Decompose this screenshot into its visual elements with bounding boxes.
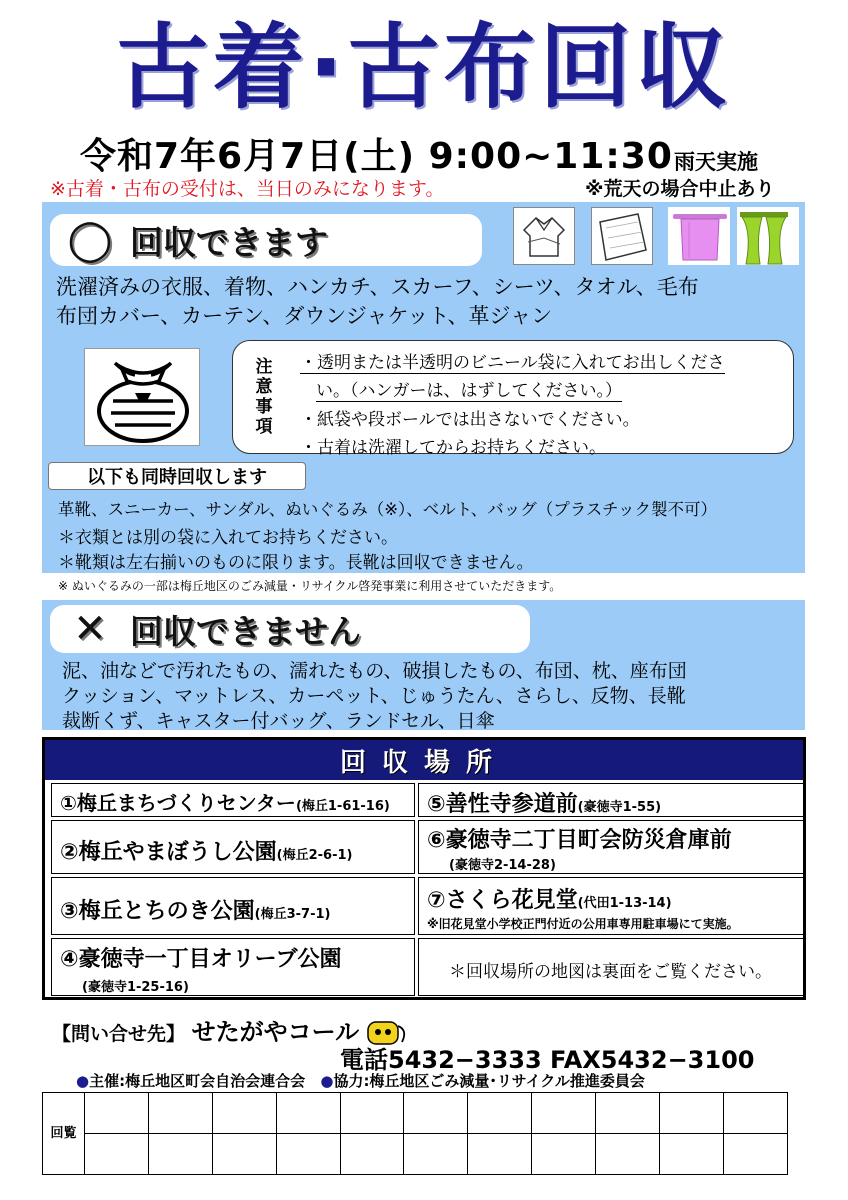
rain-note: 雨天実施 [674, 150, 758, 174]
accepted-heading-text: 回収できます [130, 222, 328, 262]
setagaya-call-brand: せたがやコール [191, 1018, 360, 1046]
accepted-items-2: 布団カバー、カーテン、ダウンジャケット、革ジャン [56, 304, 553, 328]
location-5: ⑤善性寺参道前(豪徳寺1-55) [418, 783, 804, 817]
stamp-cell[interactable] [596, 1134, 660, 1175]
storm-note: ※荒天の場合中止あり [585, 178, 775, 200]
also-note-2: ＊靴類は左右揃いのものに限ります。長靴は回収できません。 [58, 553, 534, 573]
stamp-cell[interactable] [660, 1134, 724, 1175]
location-2: ②梅丘やまぼうし公園(梅丘2-6-1) [51, 820, 415, 874]
location-4: ④豪徳寺一丁目オリーブ公園 (豪徳寺1-25-16) [51, 938, 415, 996]
same-day-notice: ※古着・古布の受付は、当日のみになります。 [50, 174, 444, 204]
caution-item-3: ・古着は洗濯してからお持ちください。 [300, 438, 606, 458]
stamp-cell[interactable] [148, 1093, 212, 1134]
stamp-cell[interactable] [724, 1093, 788, 1134]
stamp-cell[interactable] [212, 1134, 276, 1175]
stamp-cell[interactable] [596, 1093, 660, 1134]
location-1: ①梅丘まちづくりセンター(梅丘1-61-16) [51, 783, 415, 817]
stuffed-toy-footnote: ※ ぬいぐるみの一部は梅丘地区のごみ減量・リサイクル啓発事業に利用させていただきます。 [58, 579, 562, 593]
stamp-cell[interactable] [148, 1134, 212, 1175]
also-collected-items: 革靴、スニーカー、サンダル、ぬいぐるみ（※）、ベルト、バッグ（プラスチック製不可） [58, 500, 717, 519]
caution-item-1a: ・透明または半透明のビニール袋に入れてお出しくださ [300, 353, 725, 373]
stamp-cell[interactable] [468, 1093, 532, 1134]
map-note-cell [418, 938, 804, 996]
clothes-bag-icon [84, 348, 200, 446]
cross-icon: ✕ [73, 606, 107, 652]
stamp-cell[interactable] [532, 1134, 596, 1175]
stamp-cell[interactable] [276, 1134, 340, 1175]
stamp-cell[interactable] [724, 1134, 788, 1175]
sheet-icon [591, 207, 653, 265]
accepted-heading [50, 214, 482, 266]
phone-fax: 電話5432−3333 FAX5432−3100 [340, 1046, 755, 1074]
stamp-cell[interactable] [212, 1093, 276, 1134]
accepted-items-1: 洗濯済みの衣服、着物、ハンカチ、スカーフ、シーツ、タオル、毛布 [56, 275, 699, 299]
stamp-cell[interactable] [532, 1093, 596, 1134]
rejected-heading-text: 回収できません [130, 611, 361, 651]
event-date: 令和7年6月7日(土) 9:00~11:30 [80, 136, 673, 177]
circulation-label: 回覧 [43, 1093, 85, 1175]
also-note-1: ＊衣類とは別の袋に入れてお持ちください。 [58, 528, 398, 548]
caution-item-2: ・紙袋や段ボールでは出さないでください。 [300, 410, 640, 430]
stamp-cell[interactable] [404, 1093, 468, 1134]
stamp-cell[interactable] [468, 1134, 532, 1175]
contact-line: 【問い合せ先】 せたがやコール [52, 1012, 410, 1047]
circulation-grid [42, 1092, 788, 1175]
location-7: ⑦さくら花見堂(代田1-13-14) ※旧花見堂小学校正門付近の公用車専用駐車場にて実施。 [418, 877, 804, 935]
organizers: ●主催:梅丘地区町会自治会連合会 ●協力:梅丘地区ごみ減量･リサイクル推進委員会 [76, 1072, 645, 1090]
locations-header: 回収場所 [45, 740, 803, 780]
also-collected-tag: 以下も同時回収します [48, 462, 306, 490]
caution-label: 注意事項 [255, 357, 273, 437]
page-title: 古着·古布回収 [116, 14, 732, 121]
towel-icon [668, 207, 730, 265]
rejected-heading [50, 605, 530, 653]
location-6: ⑥豪徳寺二丁目町会防災倉庫前 (豪徳寺2-14-28) [418, 820, 804, 874]
stamp-cell[interactable] [84, 1134, 148, 1175]
locations-table [42, 737, 806, 1000]
stamp-cell[interactable] [84, 1093, 148, 1134]
stamp-cell[interactable] [340, 1134, 404, 1175]
rejected-items-3: 裁断くず、キャスター付バッグ、ランドセル、日傘 [62, 710, 495, 732]
rejected-items-2: クッション、マットレス、カーペット、じゅうたん、さらし、反物、長靴 [62, 685, 686, 707]
stamp-cell[interactable] [404, 1134, 468, 1175]
map-note: ＊回収場所の地図は裏面をご覧ください。 [449, 962, 772, 982]
caution-item-1b: い。（ハンガーは、はずしてください。） [316, 381, 622, 401]
stamp-cell[interactable] [340, 1093, 404, 1134]
rejected-items-1: 泥、油などで汚れたもの、濡れたもの、破損したもの、布団、枕、座布団 [62, 660, 687, 682]
curtain-icon [737, 207, 799, 265]
shirt-icon [513, 207, 575, 265]
circle-icon: ◯ [67, 217, 113, 263]
location-3: ③梅丘とちのき公園(梅丘3-7-1) [51, 877, 415, 935]
stamp-cell[interactable] [276, 1093, 340, 1134]
stamp-cell[interactable] [660, 1093, 724, 1134]
